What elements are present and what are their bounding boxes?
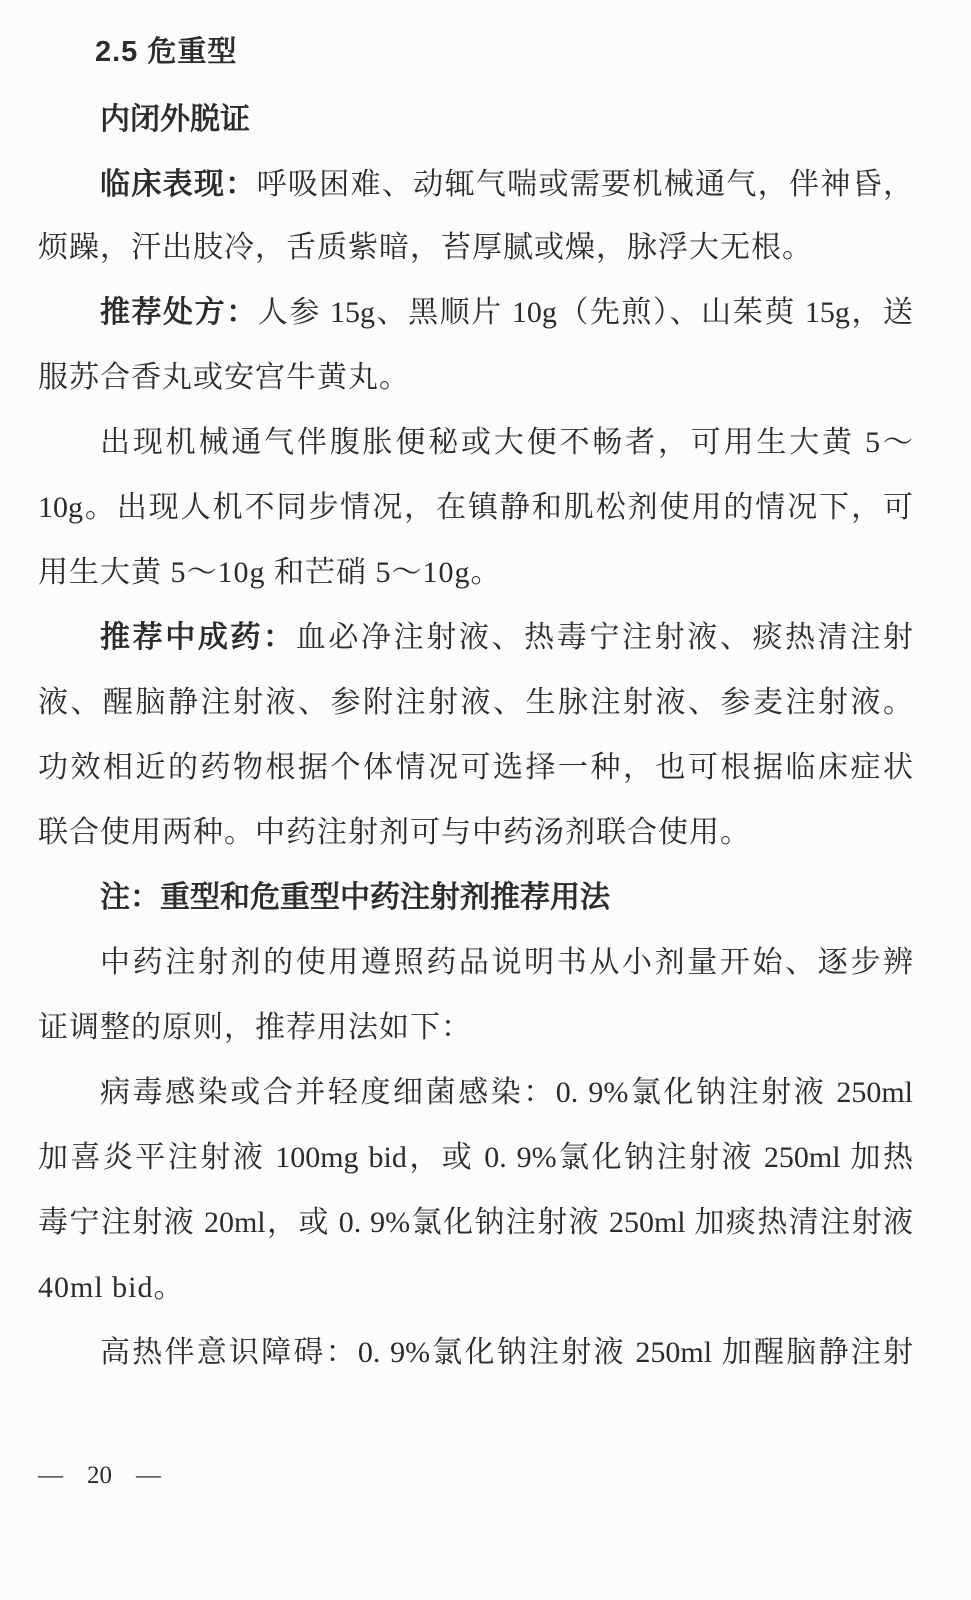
modification-line-1: 出现机械通气伴腹胀便秘或大便不畅者，可用生大黄 5～ xyxy=(100,426,913,459)
viral-infection-line-3: 毒宁注射液 20ml，或 0. 9%氯化钠注射液 250ml 加痰热清注射液 xyxy=(38,1206,913,1239)
prescription-text: 人参 15g、黑顺片 10g（先煎）、山茱萸 15g，送 xyxy=(257,296,913,329)
patent-medicine-line-4: 联合使用两种。中药注射剂可与中药汤剂联合使用。 xyxy=(38,816,751,849)
viral-infection-line-4: 40ml bid。 xyxy=(38,1271,185,1304)
patent-medicine-text: 血必净注射液、热毒宁注射液、痰热清注射 xyxy=(295,621,913,654)
clinical-label: 临床表现： xyxy=(100,168,257,201)
injection-intro-line-1: 中药注射剂的使用遵照药品说明书从小剂量开始、逐步辨 xyxy=(100,946,913,979)
section-heading: 2.5 危重型 xyxy=(95,36,238,68)
viral-infection-line-1: 病毒感染或合并轻度细菌感染：0. 9%氯化钠注射液 250ml xyxy=(100,1076,913,1109)
syndrome-title: 内闭外脱证 xyxy=(100,103,250,136)
prescription-line-1 xyxy=(100,293,913,333)
injection-note-title: 注：重型和危重型中药注射剂推荐用法 xyxy=(100,881,610,914)
page-footer xyxy=(38,1458,161,1494)
patent-medicine-line-3: 功效相近的药物根据个体情况可选择一种，也可根据临床症状 xyxy=(38,751,913,784)
patent-medicine-label: 推荐中成药： xyxy=(100,621,296,654)
injection-intro-line-2: 证调整的原则，推荐用法如下： xyxy=(38,1011,472,1044)
footer-dash-right: — xyxy=(136,1462,161,1489)
patent-medicine-line-2: 液、醒脑静注射液、参附注射液、生脉注射液、参麦注射液。 xyxy=(38,686,913,719)
prescription-label: 推荐处方： xyxy=(100,296,258,329)
clinical-line-1 xyxy=(100,165,913,205)
page-number: 20 xyxy=(87,1462,112,1489)
viral-infection-line-2: 加喜炎平注射液 100mg bid，或 0. 9%氯化钠注射液 250ml 加热 xyxy=(38,1141,913,1174)
prescription-line-2: 服苏合香丸或安宫牛黄丸。 xyxy=(38,361,410,394)
modification-line-2: 10g。出现人机不同步情况，在镇静和肌松剂使用的情况下，可 xyxy=(38,491,913,524)
modification-line-3: 用生大黄 5～10g 和芒硝 5～10g。 xyxy=(38,556,502,589)
clinical-text: 呼吸困难、动辄气喘或需要机械通气，伴神昏， xyxy=(256,168,913,201)
patent-medicine-line-1 xyxy=(100,618,913,658)
clinical-line-2: 烦躁，汗出肢冷，舌质紫暗，苔厚腻或燥，脉浮大无根。 xyxy=(38,231,813,264)
high-fever-line-1: 高热伴意识障碍：0. 9%氯化钠注射液 250ml 加醒脑静注射 xyxy=(100,1336,913,1369)
footer-dash-left: — xyxy=(38,1462,63,1489)
